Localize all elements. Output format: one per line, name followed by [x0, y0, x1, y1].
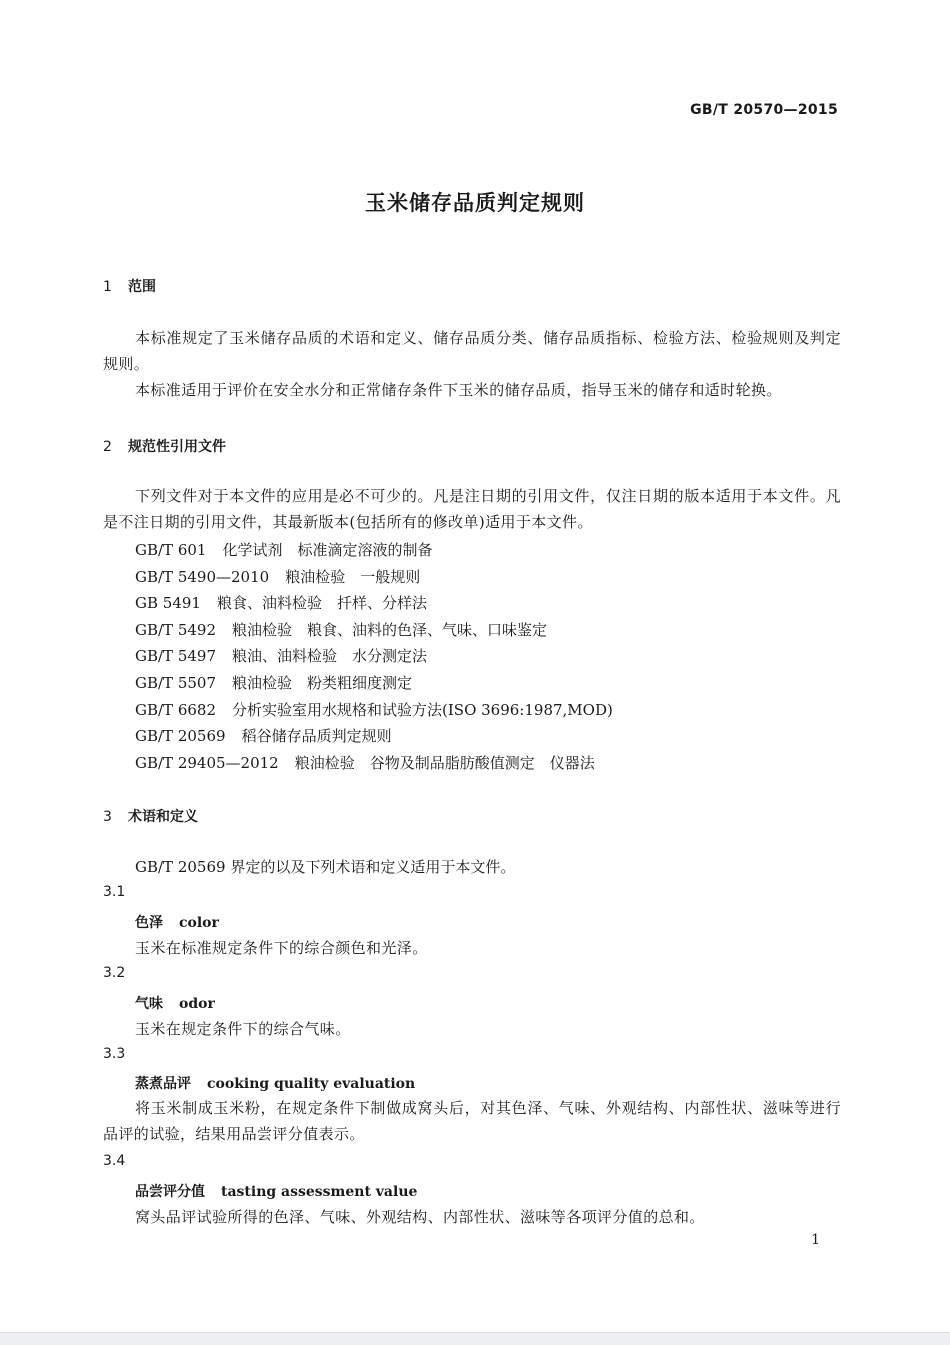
- reference-title: 粮油检验 粮食、油料的色泽、气味、口味鉴定: [232, 621, 548, 639]
- reference-title: 稻谷储存品质判定规则: [241, 727, 392, 745]
- standard-number: GB/T 20570—2015: [690, 102, 838, 118]
- section-1-heading: [103, 276, 156, 296]
- term-heading: [135, 1073, 415, 1093]
- reference-title: 粮食、油料检验 扦样、分样法: [216, 594, 427, 612]
- section-number: 2: [103, 439, 112, 455]
- reference-code: GB/T 6682: [135, 701, 217, 719]
- reference-code: GB/T 29405—2012: [135, 754, 279, 772]
- section-3-intro: GB/T 20569 界定的以及下列术语和定义适用于本文件。: [135, 858, 516, 876]
- term-definition: 窝头品评试验所得的色泽、气味、外观结构、内部性状、滋味等各项评分值的总和。: [135, 1208, 705, 1226]
- section-2-heading: [103, 436, 226, 456]
- term-english: tasting assessment value: [221, 1184, 418, 1200]
- term-chinese: 品尝评分值: [135, 1184, 205, 1200]
- term-number: 3.1: [103, 884, 126, 900]
- term-english: color: [179, 915, 219, 931]
- page-number: 1: [811, 1232, 820, 1248]
- reference-title: 粮油、油料检验 水分测定法: [232, 647, 428, 665]
- section-number: 3: [103, 809, 112, 825]
- reference-item: [135, 592, 427, 613]
- term-chinese: 色泽: [135, 915, 163, 931]
- reference-item: [135, 725, 392, 746]
- reference-title: 粮油检验 一般规则: [285, 568, 421, 586]
- reference-item: [135, 619, 547, 640]
- term-chinese: 蒸煮品评: [135, 1076, 191, 1092]
- section-title: 术语和定义: [128, 809, 198, 825]
- reference-title: 粮油检验 谷物及制品脂肪酸值测定 仪器法: [294, 754, 595, 772]
- section-3-heading: [103, 806, 198, 826]
- section-title: 范围: [128, 279, 156, 295]
- reference-code: GB/T 5497: [135, 647, 217, 665]
- reference-code: GB/T 5490—2010: [135, 568, 270, 586]
- term-chinese: 气味: [135, 996, 163, 1012]
- term-definition: 玉米在规定条件下的综合气味。: [135, 1020, 351, 1038]
- term-number: 3.2: [103, 965, 126, 981]
- scan-edge: [0, 1332, 950, 1345]
- reference-item: [135, 645, 427, 666]
- term-definition: 将玉米制成玉米粉，在规定条件下制做成窝头后，对其色泽、气味、外观结构、内部性状、滋味等进行品评的试验，结果用品尝评分值表示。: [103, 1099, 841, 1143]
- reference-item: [135, 699, 613, 720]
- reference-code: GB/T 601: [135, 541, 207, 559]
- term-number: 3.3: [103, 1046, 126, 1062]
- reference-title: 分析实验室用水规格和试验方法(ISO 3696:1987,MOD): [232, 701, 613, 719]
- section-1-paragraph-1: 本标准规定了玉米储存品质的术语和定义、储存品质分类、储存品质指标、检验方法、检验规则及判定规则。: [103, 329, 841, 373]
- reference-item: [135, 752, 595, 773]
- term-english: cooking quality evaluation: [207, 1076, 416, 1092]
- term-heading: [135, 993, 215, 1013]
- reference-item: [135, 539, 432, 560]
- section-2-intro: 下列文件对于本文件的应用是必不可少的。凡是注日期的引用文件，仅注日期的版本适用于本文件。凡是不注日期的引用文件，其最新版本(包括所有的修改单)适用于本文件。: [103, 487, 841, 531]
- reference-item: [135, 566, 420, 587]
- term-number: 3.4: [103, 1153, 126, 1169]
- reference-code: GB 5491: [135, 594, 201, 612]
- section-title: 规范性引用文件: [128, 439, 226, 455]
- reference-title: 化学试剂 标准滴定溶液的制备: [222, 541, 433, 559]
- term-heading: [135, 912, 219, 932]
- reference-code: GB/T 5492: [135, 621, 217, 639]
- term-english: odor: [179, 996, 215, 1012]
- section-1-paragraph-2: 本标准适用于评价在安全水分和正常储存条件下玉米的储存品质，指导玉米的储存和适时轮换。: [135, 381, 782, 399]
- reference-title: 粮油检验 粉类粗细度测定: [232, 674, 413, 692]
- section-number: 1: [103, 279, 112, 295]
- term-heading: [135, 1181, 417, 1201]
- reference-item: [135, 672, 412, 693]
- term-definition: 玉米在标准规定条件下的综合颜色和光泽。: [135, 939, 428, 957]
- document-title: 玉米储存品质判定规则: [365, 191, 585, 215]
- reference-code: GB/T 5507: [135, 674, 217, 692]
- reference-code: GB/T 20569: [135, 727, 226, 745]
